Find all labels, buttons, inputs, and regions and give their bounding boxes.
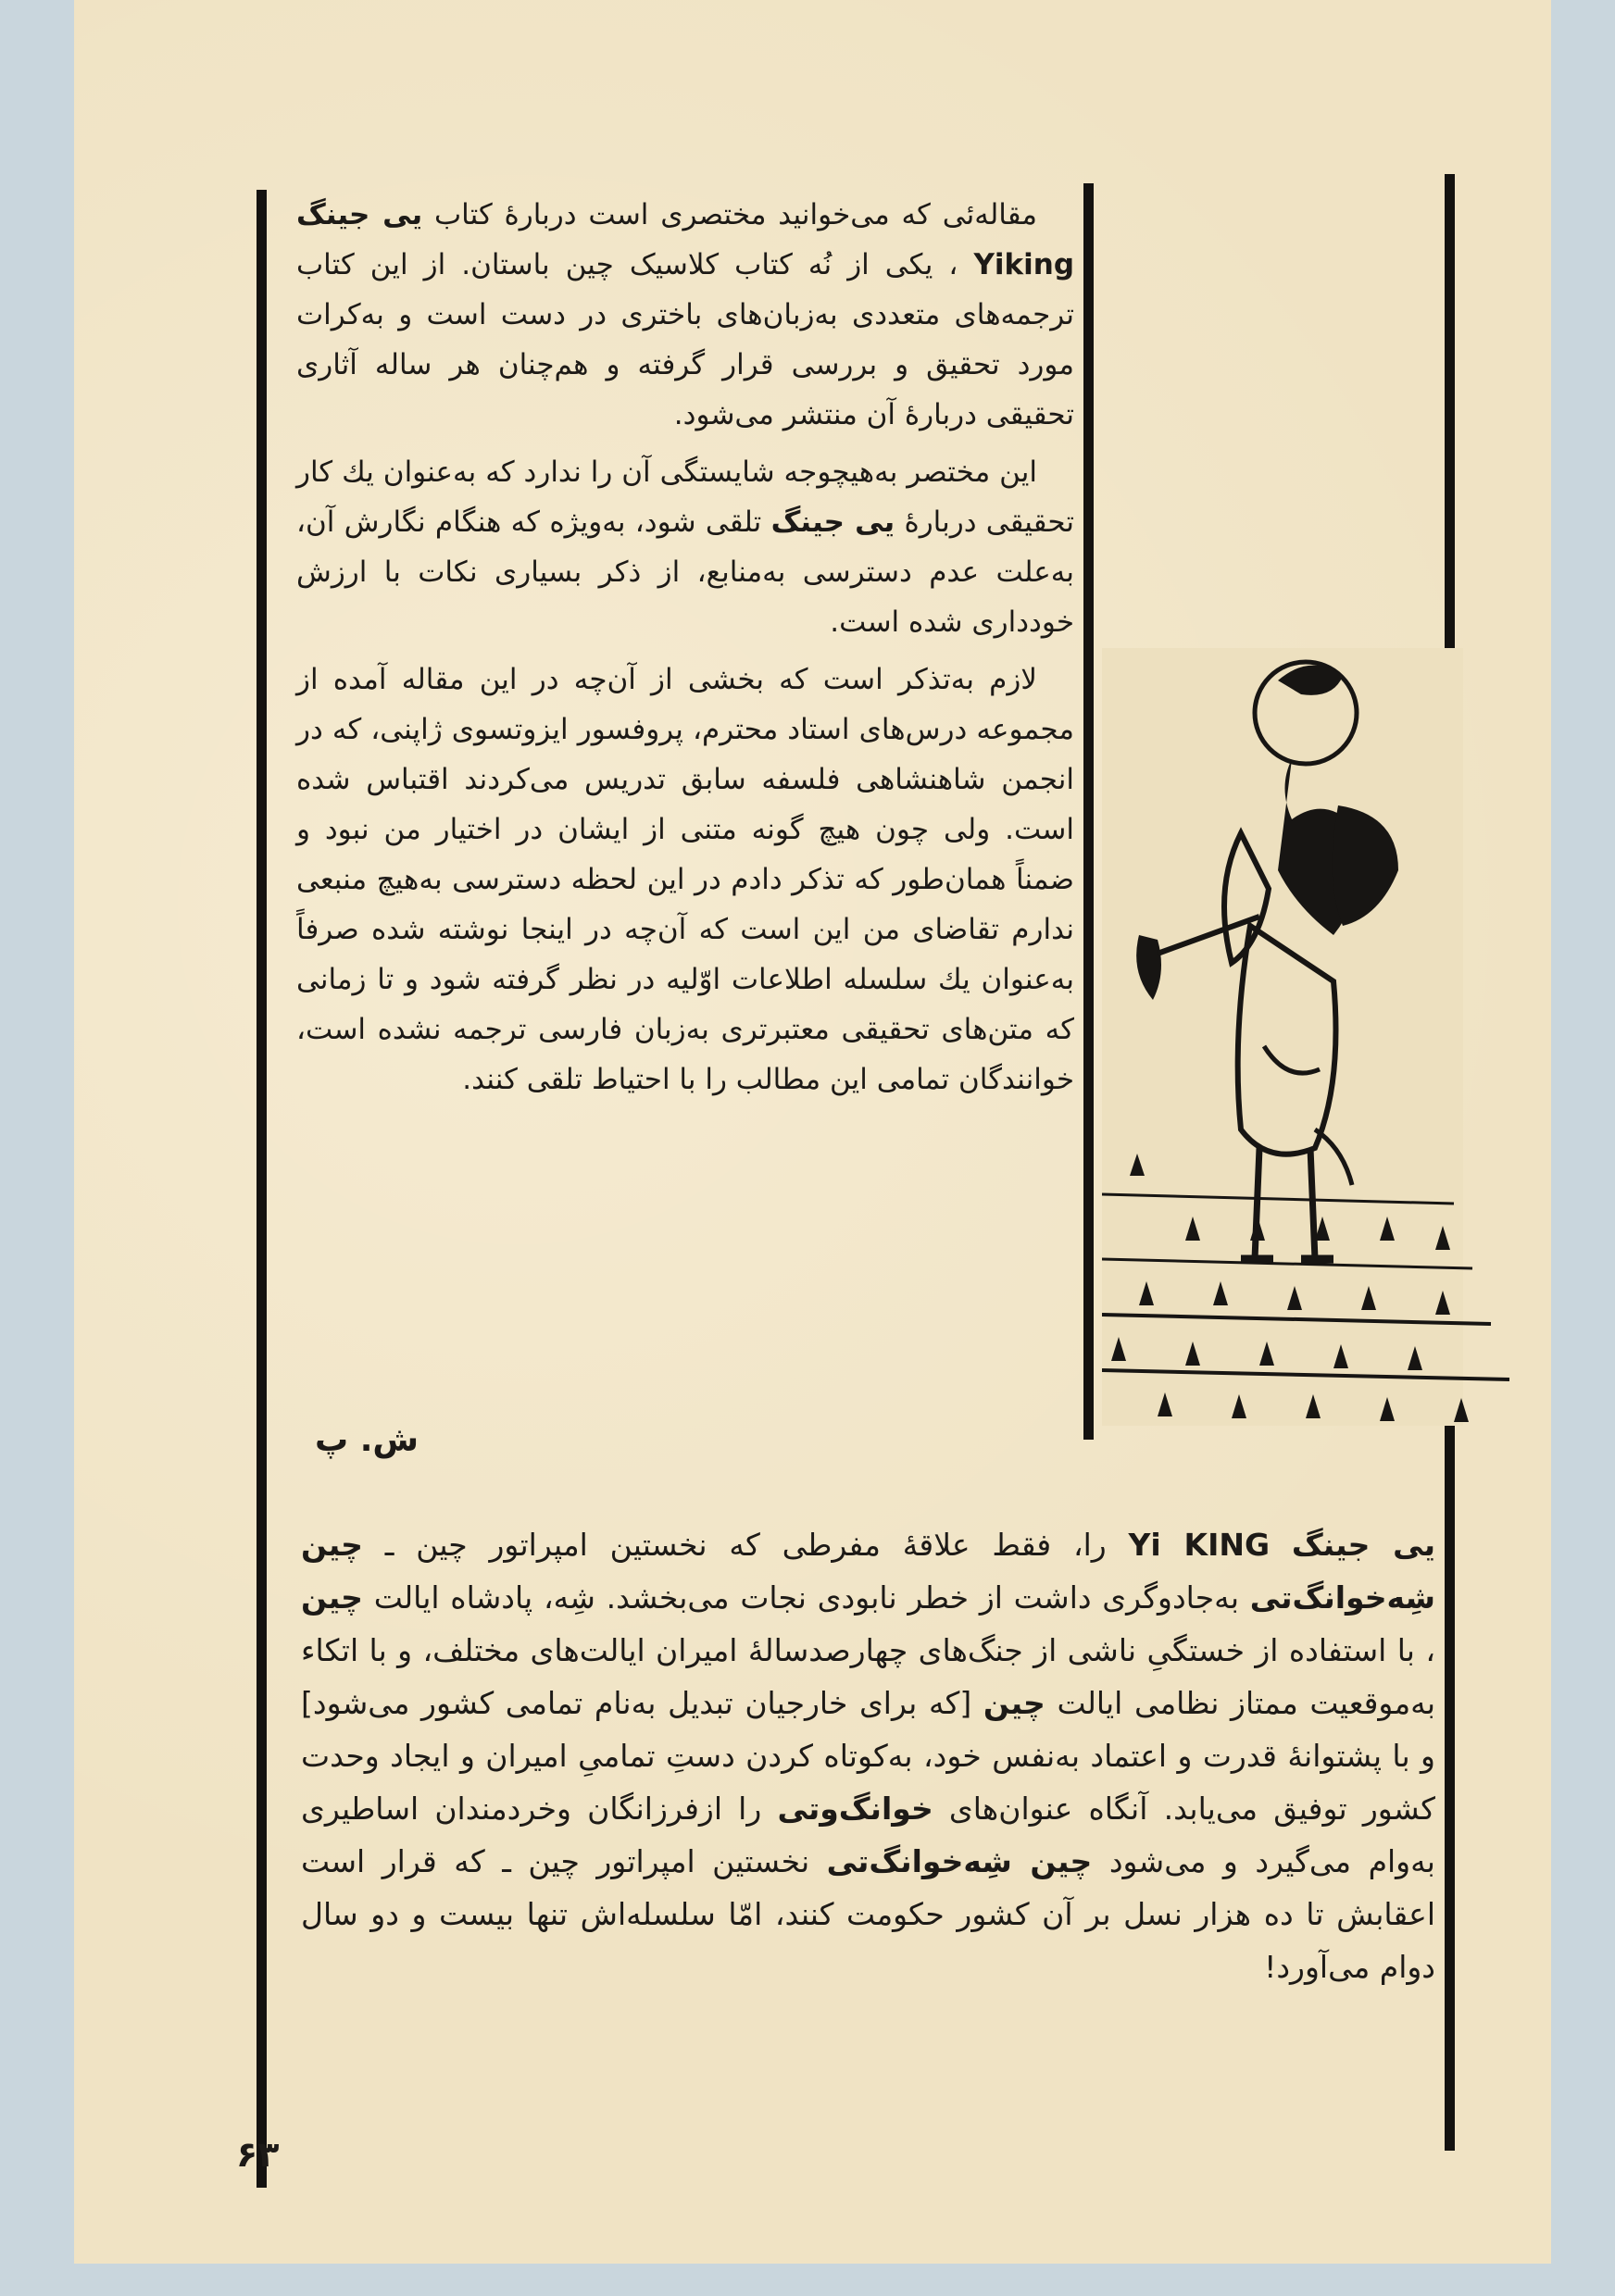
intro-paragraph-1: مقاله‌ئی که می‌خوانید مختصری است دربارهٔ کتاب یی جینگ Yiking ، یکی از نُه کتاب کلاسیک چین باستان. از این کتاب ترجمه‌های متعددی به‌زبان‌های باختری در دست است و به‌کرات مورد تحقیق و بررسی قرار گرفته و هم‌چنان هر ساله آثاری تحقیقی دربارهٔ آن منتشر می‌شود. [296, 198, 1075, 431]
intro-paragraph-3: لازم به‌تذکر است که بخشی از آن‌چه در این مقاله آمده از مجموعه درس‌های استاد محترم، پروفسور ایزوتسوی ژاپنی، که در انجمن شاهنشاهی فلسفه سابق تدریس می‌کردند اقتباس شده است. ولی چون هیچ گونه متنی از ایشان در اختیار من نبود و ضمناً همان‌طور که تذکر دادم در این لحظه دسترسی به‌هیچ منبعی ندارم تقاضای من این است که آن‌چه در اینجا نوشته شده صرفاً به‌عنوان یك سلسله اطلاعات اوّلیه در نظر گرفته شود و تا زمانی که متن‌های تحقیقی معتبرتری به‌زبان فارسی ترجمه نشده است، خوانندگان تمامی این مطالب را با احتیاط تلقی کنند. [296, 663, 1074, 1096]
emperor-name: چین شِه‌خوانگ‌تی [826, 1843, 1093, 1879]
left-column-rule [257, 190, 267, 2188]
china-term: چین [983, 1685, 1045, 1721]
book-title-fa: یی جینگ [770, 505, 895, 539]
book-title-fa: یی جینگ [1291, 1527, 1435, 1563]
intro-paragraph-2: این مختصر به‌هیچوجه شایستگی آن را ندارد که به‌عنوان یك کار تحقیقی دربارهٔ یی جینگ تلقی شود، به‌ویژه که هنگام نگارش آن، به‌علت عدم دسترسی به‌منابع، از ذکر بسیاری نکات با ارزش خودداری شده است. [296, 455, 1074, 639]
emperor-name: چین شِه‌خوانگ‌تی [301, 1527, 1435, 1616]
illustration-background [1102, 648, 1463, 1426]
main-article-text: یی جینگ Yi KING را، فقط علاقهٔ مفرطی که نخستین امپراتور چین ـ چین شِه‌خوانگ‌تی به‌جادوگری داشت از خطر نابودی نجات می‌بخشد. شِه، پادشاه ایالت چین ، با استفاده از خستگیِ ناشی از جنگ‌های چهارصدسالهٔ امیران ایالت‌های مختلف، و با اتکاء به‌موقعیت ممتاز نظامی ایالت چین [که برای خارجیان تبدیل به‌نام تمامی کشور می‌شود] و با پشتوانهٔ قدرت و اعتماد به‌نفس خود، به‌کوتاه کردن دستِ تمامیِ امیران و ایجاد وحدت کشور توفیق می‌یابد. آنگاه عنوان‌های خوانگ‌وتی را ازفرزانگان وخردمندان اساطیری به‌وام می‌گیرد و می‌شود چین شِه‌خوانگ‌تی نخستین امپراتور چین ـ که قرار است اعقابش تا ده هزار نسل بر آن کشور حکومت کنند، امّا سلسله‌اش تنها بیست و دو سال دوام می‌آورد! [301, 1527, 1436, 1985]
sage-illustration [1102, 648, 1546, 1426]
book-title-fa: یی جینگ [296, 198, 423, 231]
book-title-en: Yiking [973, 248, 1075, 281]
china-term: چین [301, 1579, 363, 1616]
intro-column [296, 190, 1074, 1112]
book-page [74, 0, 1551, 2264]
titles-term: خوانگ‌وتی [777, 1791, 933, 1827]
author-signature: ش. پ [315, 1421, 419, 1459]
book-title-en: Yi KING [1128, 1527, 1271, 1563]
page-number: ۶۳ [236, 2134, 280, 2175]
middle-column-rule [1083, 183, 1094, 1440]
